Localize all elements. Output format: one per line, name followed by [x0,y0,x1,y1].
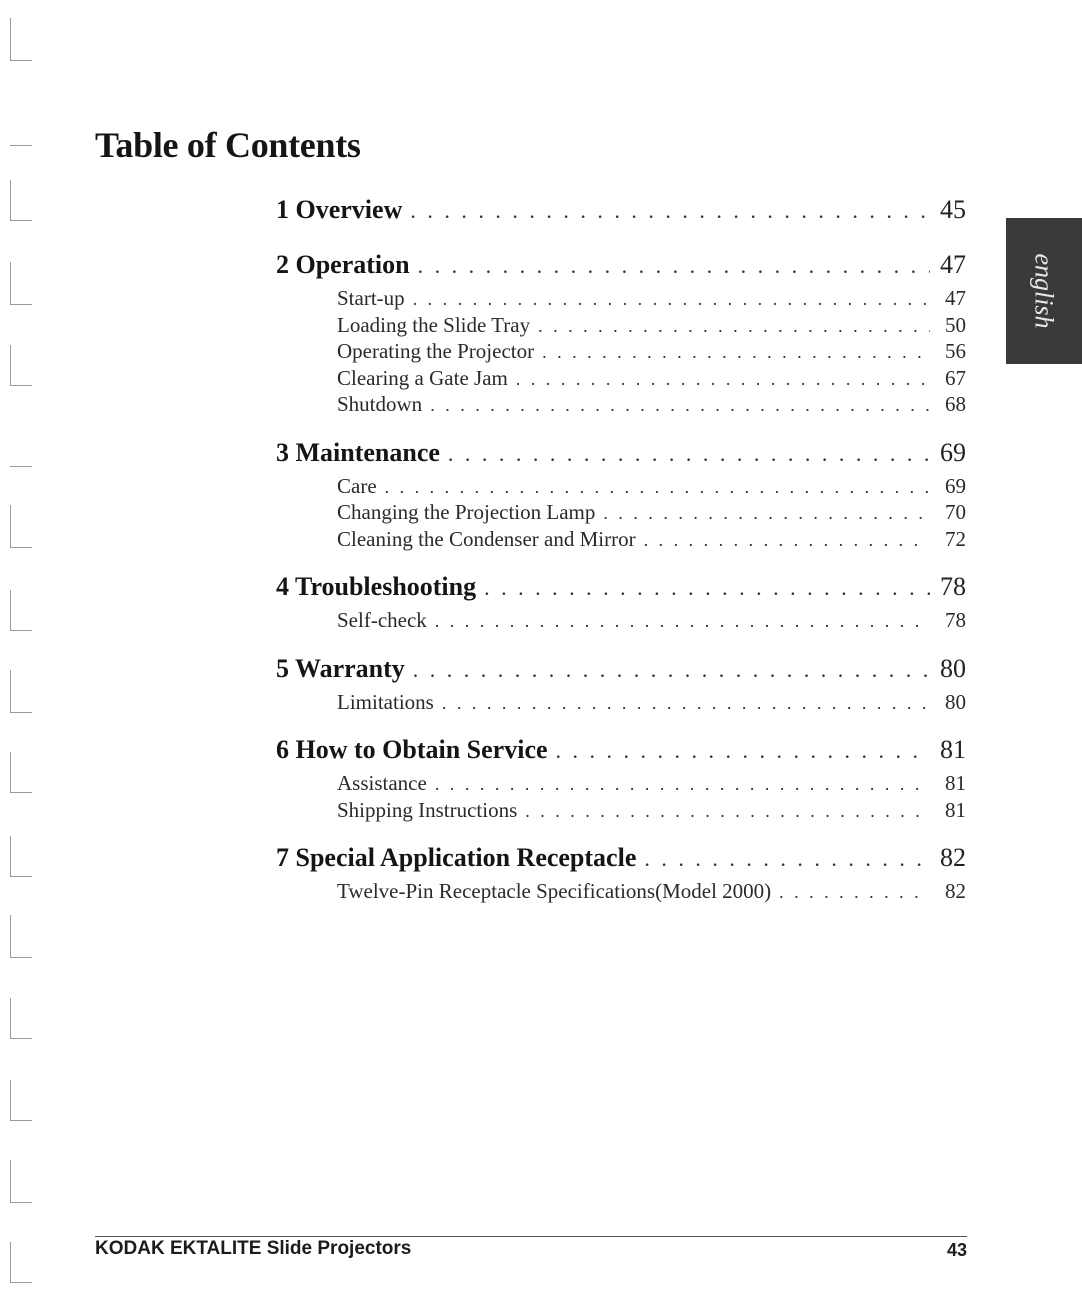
dot-leader [525,798,930,824]
footer-title: KODAK EKTALITE Slide Projectors [95,1238,412,1259]
toc-subentry-title: Limitations [337,689,434,714]
toc-subentry-page: 81 [945,771,966,795]
toc-section [276,649,966,716]
toc-subentry-page: 69 [945,473,966,498]
toc-chapter-entry[interactable] [276,649,966,689]
dot-leader [538,313,930,339]
dot-leader [484,568,930,607]
dot-leader [413,650,930,689]
toc-chapter-entry[interactable] [276,245,966,285]
toc-chapter-title: 4 Troubleshooting [276,572,477,601]
toc-subentry[interactable] [276,499,966,526]
dot-leader [644,839,930,878]
toc-chapter-title: 2 Operation [276,250,410,279]
dot-leader [779,879,930,905]
toc-subentry[interactable] [276,338,966,365]
toc-subentry-page: 47 [945,286,966,310]
toc-chapter-page: 69 [940,437,966,467]
dot-leader [435,608,930,634]
toc-subentry[interactable] [276,526,966,553]
dot-leader [410,191,930,230]
toc-chapter-page: 47 [940,250,966,279]
toc-chapter-page: 78 [940,572,966,601]
toc-subentry-title: Shutdown [337,392,423,416]
dot-leader [430,392,930,418]
toc-chapter-entry[interactable] [276,433,966,473]
dot-leader [413,286,930,312]
binding-marks [0,0,40,1305]
toc-subentry-title: Twelve-Pin Receptacle Specifications(Model 2000) [337,879,772,903]
toc-section [276,838,966,905]
toc-subentry[interactable] [276,365,966,392]
toc-subentry[interactable] [276,285,966,312]
toc-chapter-title: 5 Warranty [276,653,405,683]
toc-subentry-title: Self-check [337,608,427,632]
toc-section [276,245,966,418]
toc-chapter-entry[interactable] [276,838,966,878]
toc-subentry-title: Loading the Slide Tray [337,312,531,337]
toc-subentry[interactable] [276,607,966,634]
toc-subentry-page: 81 [945,797,966,822]
toc-chapter-title: 3 Maintenance [276,437,440,467]
dot-leader [556,731,930,770]
toc-chapter-page: 82 [940,843,966,872]
dot-leader [516,366,930,392]
toc-subentry-page: 50 [945,312,966,337]
language-tab [1006,218,1082,364]
toc-subentry-page: 67 [945,365,966,390]
toc-subentry[interactable] [276,770,966,797]
toc-subentry-page: 82 [945,879,966,903]
toc-subentry-title: Start-up [337,286,405,310]
page-footer [95,1236,967,1263]
toc-section [276,730,966,823]
toc-subentry-title: Changing the Projection Lamp [337,500,596,524]
toc-chapter-title: 1 Overview [276,195,403,224]
page-title: Table of Contents [95,125,361,165]
toc-chapter-page: 81 [940,735,966,764]
toc-subentry-page: 72 [945,526,966,551]
table-of-contents [276,190,966,920]
toc-subentry-title: Assistance [337,771,427,795]
dot-leader [603,500,930,526]
toc-chapter-page: 80 [940,653,966,683]
dot-leader [448,434,930,473]
dot-leader [442,690,930,716]
toc-subentry-title: Clearing a Gate Jam [337,365,508,390]
toc-chapter-page: 45 [940,195,966,224]
dot-leader [644,527,930,553]
dot-leader [418,246,930,285]
toc-chapter-entry[interactable] [276,730,966,770]
toc-subentry[interactable] [276,689,966,716]
language-tab-label: english [1029,253,1059,329]
toc-subentry[interactable] [276,473,966,500]
toc-subentry-page: 68 [945,392,966,416]
toc-subentry-page: 78 [945,608,966,632]
toc-chapter-title: 6 How to Obtain Service [276,735,548,764]
toc-subentry[interactable] [276,878,966,905]
toc-subentry-page: 80 [945,689,966,714]
toc-subentry-page: 70 [945,500,966,524]
toc-subentry-title: Cleaning the Condenser and Mirror [337,526,636,551]
toc-chapter-entry[interactable] [276,190,966,230]
toc-subentry-title: Operating the Projector [337,339,535,363]
toc-subentry[interactable] [276,312,966,339]
toc-chapter-entry[interactable] [276,567,966,607]
toc-subentry-title: Shipping Instructions [337,797,518,822]
footer-page-number: 43 [946,1240,967,1260]
dot-leader [542,339,930,365]
dot-leader [435,771,930,797]
toc-section [276,190,966,230]
dot-leader [385,474,930,500]
toc-chapter-title: 7 Special Application Receptacle [276,843,637,872]
toc-subentry[interactable] [276,797,966,824]
toc-subentry[interactable] [276,391,966,418]
toc-subentry-title: Care [337,473,377,498]
toc-subentry-page: 56 [945,339,966,363]
toc-section [276,433,966,553]
toc-section [276,567,966,634]
